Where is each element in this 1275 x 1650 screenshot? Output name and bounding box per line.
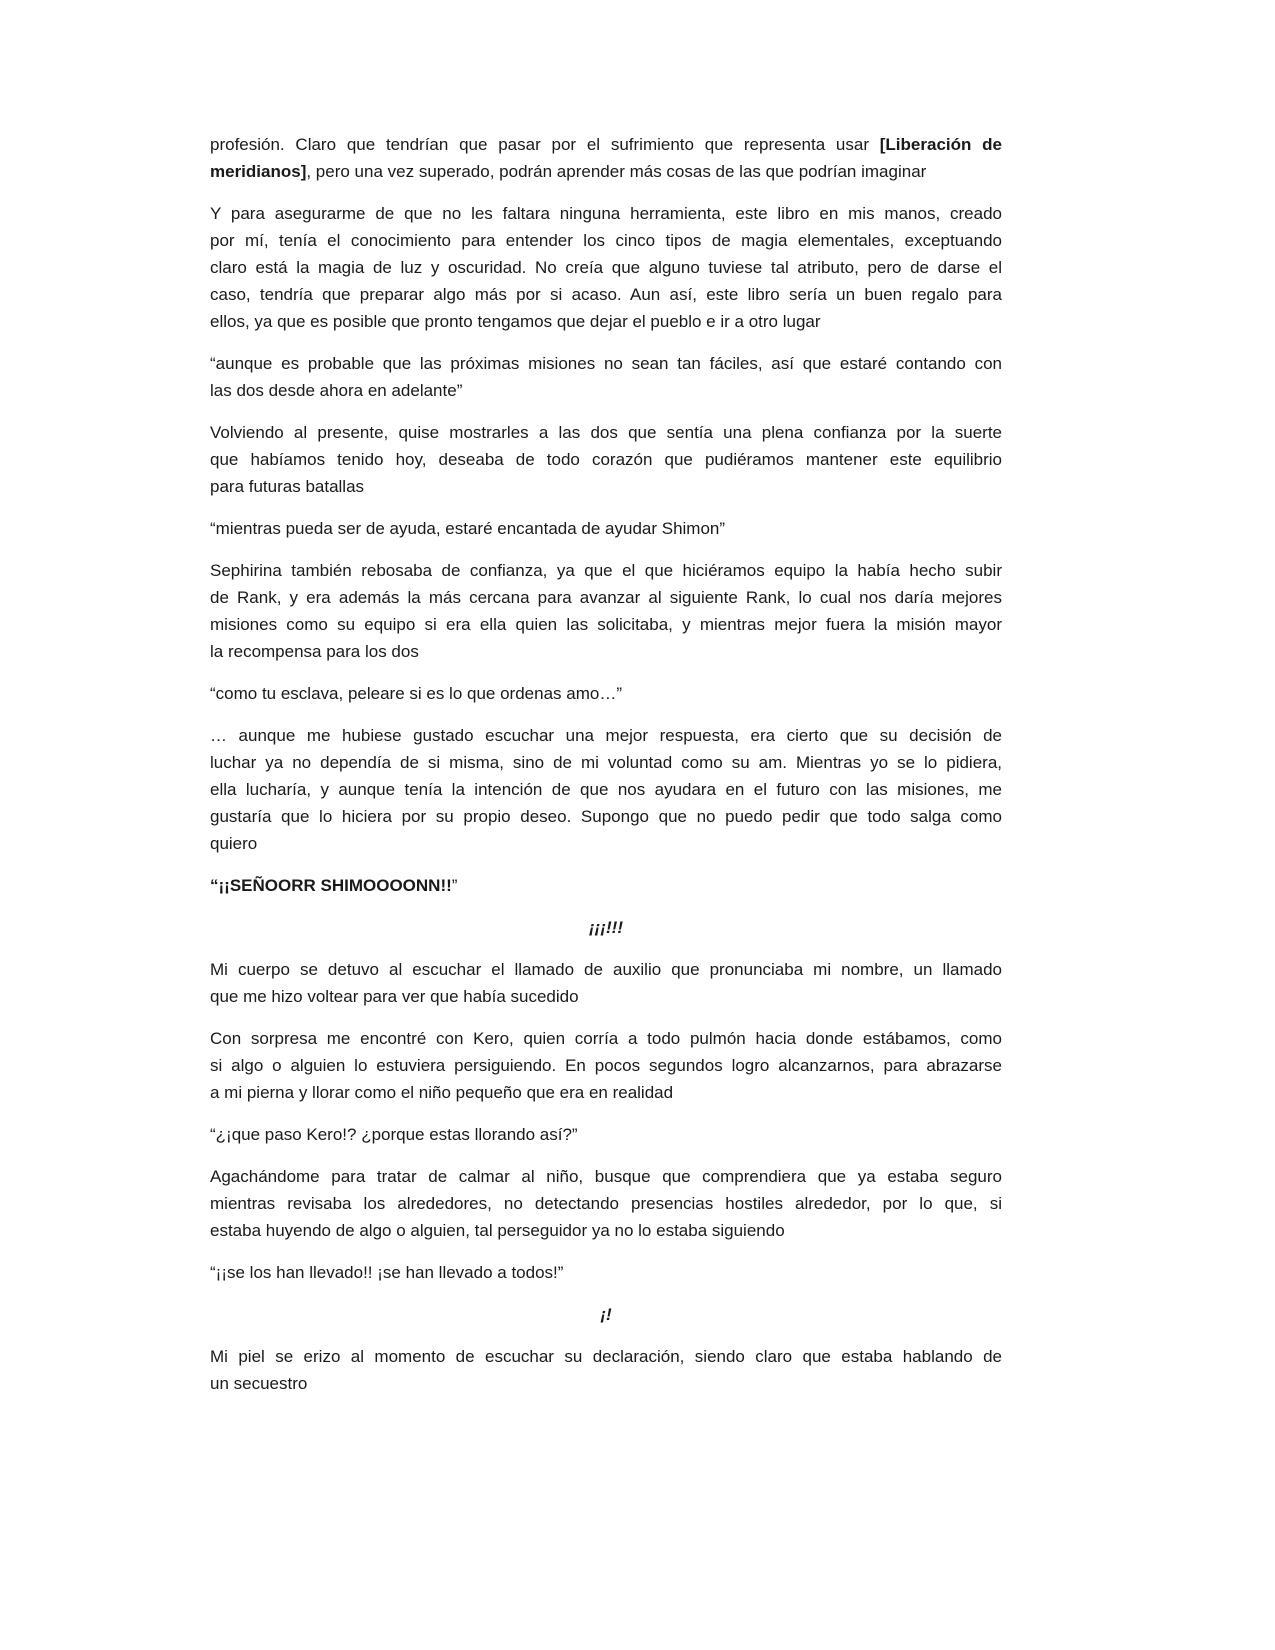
- text-line: si algo o alguien lo estuviera persiguiendo. En pocos segundos logro alcanzarnos, para abrazarse: [210, 1056, 1002, 1075]
- text-line: ¡¡¡!!!: [589, 918, 623, 937]
- paragraph: [210, 1121, 1002, 1148]
- text-span: ”: [451, 876, 458, 895]
- text-line: Sephirina también rebosaba de confianza, ya que el que hiciéramos equipo la había hecho subir: [210, 561, 1002, 580]
- text-line: … aunque me hubiese gustado escuchar una mejor respuesta, era cierto que su decisión de: [210, 726, 1002, 745]
- text-line: a mi pierna y llorar como el niño pequeño que era en realidad: [210, 1083, 674, 1102]
- text-line: misiones como su equipo si era ella quien las solicitaba, y mientras mejor fuera la misión mayor: [210, 615, 1002, 634]
- text-line: para futuras batallas: [210, 477, 365, 496]
- text-line: “aunque es probable que las próximas misiones no sean tan fáciles, así que estaré contando con: [210, 354, 1002, 373]
- text-line: la recompensa para los dos: [210, 642, 419, 661]
- text-line: ella lucharía, y aunque tenía la intención de que nos ayudara en el futuro con las misiones, me: [210, 780, 1002, 799]
- text-line: [210, 872, 1002, 899]
- text-line: [210, 158, 1002, 185]
- text-line: claro está la magia de luz y oscuridad. No creía que alguno tuviese tal atributo, pero de darse el: [210, 258, 1002, 277]
- paragraph: [210, 872, 1002, 899]
- text-line: un secuestro: [210, 1374, 308, 1393]
- text-line: Con sorpresa me encontré con Kero, quien corría a todo pulmón hacia donde estábamos, como: [210, 1029, 1002, 1048]
- bold-text: “¡¡SEÑOORR SHIMOOOONN!!: [210, 876, 452, 895]
- text-line: luchar ya no dependía de si misma, sino de mi voluntad como su am. Mientras yo se lo pidiera,: [210, 753, 1002, 772]
- text-line: quiero: [210, 834, 258, 853]
- paragraph: [210, 200, 1002, 335]
- paragraph: [210, 1343, 1002, 1397]
- bold-text: meridianos]: [210, 162, 307, 181]
- text-line: mientras revisaba los alrededores, no detectando presencias hostiles alrededor, por lo que, si: [210, 1194, 1002, 1213]
- sound-effect: [210, 914, 1002, 941]
- paragraph: [210, 722, 1002, 857]
- text-line: “¡¡se los han llevado!! ¡se han llevado a todos!”: [210, 1263, 564, 1282]
- text-line: Volviendo al presente, quise mostrarles a las dos que sentía una plena confianza por la suerte: [210, 423, 1002, 442]
- text-line: por mí, tenía el conocimiento para entender los cinco tipos de magia elementales, exceptuando: [210, 231, 1002, 250]
- text-line: [210, 131, 1002, 158]
- text-line: “¿¡que paso Kero!? ¿porque estas llorando así?”: [210, 1125, 578, 1144]
- text-line: “mientras pueda ser de ayuda, estaré encantada de ayudar Shimon”: [210, 519, 726, 538]
- sound-effect: [210, 1301, 1002, 1328]
- paragraph: [210, 1163, 1002, 1244]
- paragraph: [210, 131, 1002, 185]
- text-line: de Rank, y era además la más cercana para avanzar al siguiente Rank, lo cual nos daría mejores: [210, 588, 1002, 607]
- text-line: Agachándome para tratar de calmar al niño, busque que comprendiera que ya estaba seguro: [210, 1167, 1002, 1186]
- paragraph: [210, 350, 1002, 404]
- document-page: [210, 131, 1002, 1412]
- text-line: ellos, ya que es posible que pronto tengamos que dejar el pueblo e ir a otro lugar: [210, 312, 821, 331]
- paragraph: [210, 1025, 1002, 1106]
- bold-text: [Liberación de: [879, 135, 1002, 154]
- paragraph: [210, 1259, 1002, 1286]
- text-span: , pero una vez superado, podrán aprender más cosas de las que podrían imaginar: [306, 162, 927, 181]
- text-line: que me hizo voltear para ver que había sucedido: [210, 987, 579, 1006]
- text-line: estaba huyendo de algo o alguien, tal perseguidor ya no lo estaba siguiendo: [210, 1221, 785, 1240]
- paragraph: [210, 557, 1002, 665]
- text-line: Mi piel se erizo al momento de escuchar su declaración, siendo claro que estaba hablando de: [210, 1347, 1002, 1366]
- paragraph: [210, 419, 1002, 500]
- text-line: Y para asegurarme de que no les faltara ninguna herramienta, este libro en mis manos, creado: [210, 204, 1002, 223]
- text-line: las dos desde ahora en adelante”: [210, 381, 463, 400]
- text-line: caso, tendría que preparar algo más por si acaso. Aun así, este libro sería un buen regalo para: [210, 285, 1002, 304]
- paragraph: [210, 956, 1002, 1010]
- text-line: “como tu esclava, peleare si es lo que ordenas amo…”: [210, 684, 622, 703]
- text-line: ¡!: [600, 1305, 612, 1324]
- paragraph: [210, 515, 1002, 542]
- text-span: profesión. Claro que tendrían que pasar por el sufrimiento que representa usar: [210, 135, 880, 154]
- paragraph: [210, 680, 1002, 707]
- text-line: gustaría que lo hiciera por su propio deseo. Supongo que no puedo pedir que todo salga como: [210, 807, 1002, 826]
- text-line: que habíamos tenido hoy, deseaba de todo corazón que pudiéramos mantener este equilibrio: [210, 450, 1002, 469]
- text-line: Mi cuerpo se detuvo al escuchar el llamado de auxilio que pronunciaba mi nombre, un llamado: [210, 960, 1002, 979]
